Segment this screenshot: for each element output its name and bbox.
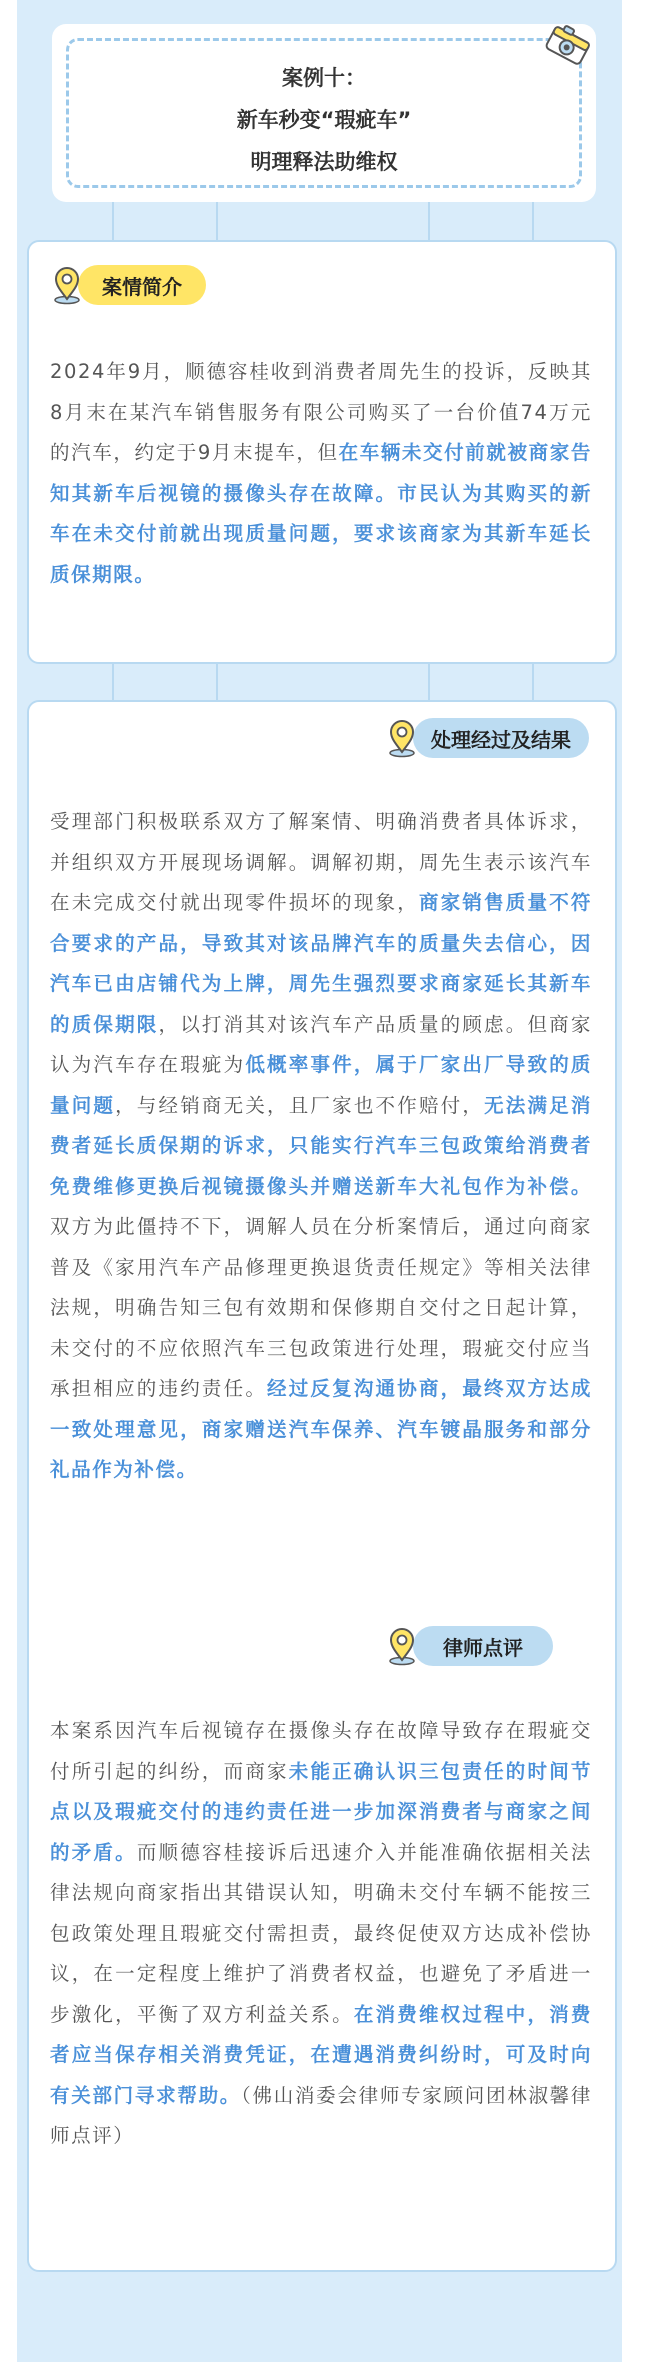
- case-summary-tag: [50, 263, 206, 307]
- text-run: （佛山消委会律师专家顾问团林淑馨律师点评）: [50, 2083, 592, 2147]
- connector-right: [428, 662, 534, 702]
- text-run: 而顺德容桂接诉后迅速介入并能准确依据相关法律法规向商家指出其错误认知，明确未交付车辆不能按三包政策处理且瑕疵交付需担责，最终促使双方达成补偿协议，在一定程度上维护了消费者权益，也避免了矛盾进一步激化，平衡了双方利益关系。: [50, 1840, 592, 2026]
- highlight-text: 在消费维权过程中，消费者应当保存相关消费凭证，在遭遇消费纠纷时，可及时向有关部门寻求帮助。: [50, 2002, 592, 2107]
- location-pin-icon: [50, 265, 84, 305]
- text-run: ，与经销商无关，且厂家也不作赔付，: [115, 1093, 485, 1117]
- highlight-text: 无法满足消费者延长质保期的诉求，只能实行汽车三包政策给消费者免费维修更换后视镜摄像头并赠送新车大礼包作为补偿。: [50, 1093, 592, 1198]
- case-subtitle: 明理释法助维权: [250, 150, 398, 174]
- title-dashed-border: [66, 38, 582, 188]
- title-card: [52, 24, 596, 202]
- location-pin-icon: [385, 718, 419, 758]
- connector-right: [428, 202, 534, 242]
- connector-left: [112, 202, 218, 242]
- lawyer-text: [50, 1711, 592, 2157]
- text-run: 受理部门积极联系双方了解案情、明确消费者具体诉求，并组织双方开展现场调解。调解初期，周先生表示该汽车在未完成交付就出现零件损坏的现象，: [50, 810, 592, 914]
- highlight-text: 低概率事件，属于厂家出厂导致的质量问题: [50, 1053, 592, 1117]
- highlight-text: 商家销售质量不符合要求的产品，导致其对该品牌汽车的质量失去信心，因汽车已由店铺代为上牌，周先生强烈要求商家延长其新车的质保期限: [50, 891, 592, 1036]
- text-run: 本案系因汽车后视镜存在摄像头存在故障导致存在瑕疵交付所引起的纠纷，而商家: [50, 1719, 592, 1783]
- lawyer-tag: [385, 1624, 553, 1668]
- process-heading: 处理经过及结果: [413, 718, 589, 758]
- camera-icon: [544, 20, 594, 66]
- case-summary-text: [50, 352, 592, 595]
- text-run: ，以打消其对该汽车产品质量的顾虑。但商家认为汽车存在瑕疵为: [50, 1012, 592, 1076]
- location-pin-icon: [385, 1626, 419, 1666]
- highlight-text: 在车辆未交付前就被商家告知其新车后视镜的摄像头存在故障。市民认为其购买的新车在未交付前就出现质量问题，要求该商家为其新车延长质保期限。: [50, 441, 592, 586]
- case-title: 新车秒变“瑕疵车”: [236, 108, 412, 132]
- highlight-text: 经过反复沟通协商，最终双方达成一致处理意见，商家赠送汽车保养、汽车镀晶服务和部分礼品作为补偿。: [50, 1377, 592, 1481]
- text-run: 双方为此僵持不下，调解人员在分析案情后，通过向商家普及《家用汽车产品修理更换退货责任规定》等相关法律法规，明确告知三包有效期和保修期自交付之日起计算，未交付的不应依照汽车三包政策进行处理，瑕疵交付应当承担相应的违约责任。: [50, 1215, 592, 1400]
- text-run: 2024年9月，顺德容桂收到消费者周先生的投诉，反映其8月末在某汽车销售服务有限公司购买了一台价值74万元的汽车，约定于9月末提车，但: [50, 360, 592, 464]
- case-summary-heading: 案情简介: [78, 265, 206, 305]
- connector-left: [112, 662, 218, 702]
- process-text: [50, 802, 592, 1491]
- process-tag: [385, 716, 589, 760]
- case-number: 案例十：: [282, 66, 366, 90]
- highlight-text: 未能正确认识三包责任的时间节点以及瑕疵交付的违约责任进一步加深消费者与商家之间的矛盾。: [50, 1759, 592, 1864]
- lawyer-heading: 律师点评: [413, 1626, 553, 1666]
